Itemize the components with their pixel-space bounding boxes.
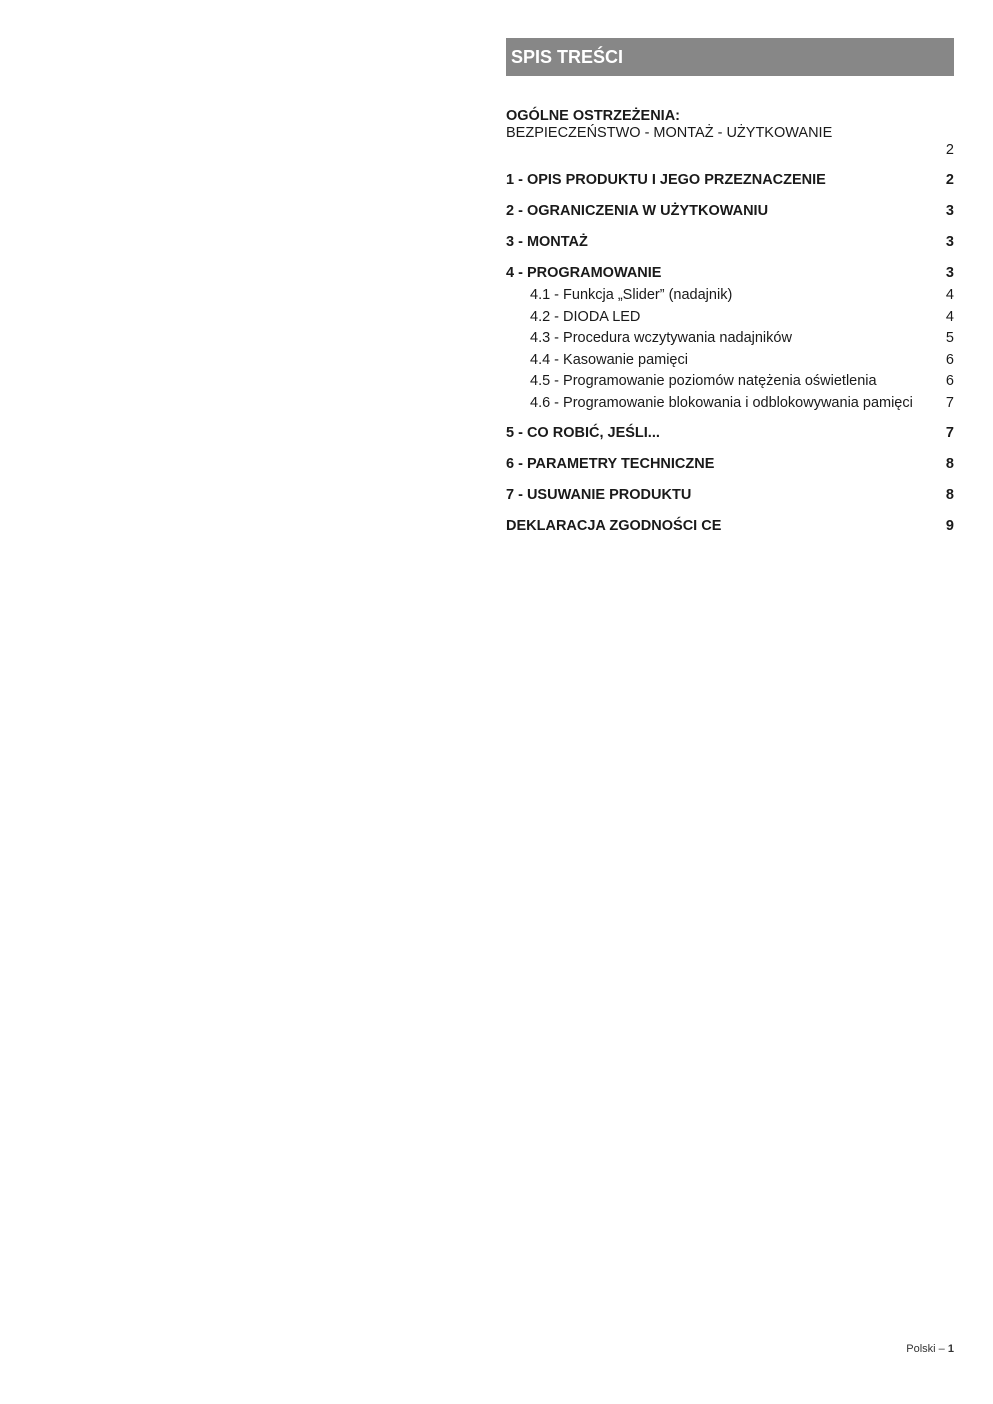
toc-entry-label: 7 - USUWANIE PRODUKTU [506,487,692,503]
toc-subentry-4-2[interactable] [506,307,954,329]
toc-title: SPIS TREŚCI [511,47,624,67]
toc-subentry-page-number: 6 [945,351,954,368]
toc-subentry-4-3[interactable] [506,328,954,350]
toc-entry-label: 6 - PARAMETRY TECHNICZNE [506,456,715,472]
footer-language: Polski – [906,1343,945,1355]
toc-entry-label: 5 - CO ROBIĆ, JEŚLI... [506,425,660,441]
toc-entry-page-number: 2 [945,172,954,188]
toc-entry-2[interactable] [506,202,954,221]
footer-page-number: 1 [947,1343,954,1355]
toc-entry-3[interactable] [506,233,954,252]
toc-entry-4[interactable] [506,264,954,283]
toc-subentry-4-5[interactable] [506,371,954,393]
table-of-contents [506,108,954,548]
toc-entry-page-number: 3 [945,265,954,281]
toc-subentry-page-number: 6 [945,373,954,389]
toc-entry-label: DEKLARACJA ZGODNOŚCI CE [506,518,722,534]
toc-entry-5[interactable] [506,424,954,443]
toc-subentry-4-4[interactable] [506,350,954,372]
toc-subentry-page-number: 5 [945,330,954,346]
toc-entry-label: 4 - PROGRAMOWANIE [506,265,662,281]
toc-entry-page-number: 3 [945,234,954,250]
toc-entry-page-number: 7 [945,425,954,441]
toc-entry-6[interactable] [506,455,954,474]
toc-entry-page-number: 3 [945,203,954,219]
toc-subentry-label: 4.2 - DIODA LED [530,308,641,325]
toc-header-bar [506,38,954,76]
toc-subentry-label: 4.1 - Funkcja „Slider” (nadajnik) [530,287,733,303]
toc-entry-ce-declaration[interactable] [506,517,954,536]
toc-entry-label: 3 - MONTAŻ [506,234,588,250]
toc-entry-page-number: 8 [945,456,954,472]
toc-entry-label: 1 - OPIS PRODUKTU I JEGO PRZEZNACZENIE [506,172,826,188]
page-footer [906,1343,954,1355]
toc-subentry-page-number: 4 [945,308,954,325]
toc-entry-page-number: 8 [945,487,954,503]
toc-subentry-4-1[interactable] [506,285,954,307]
toc-subentry-4-6[interactable] [506,393,954,415]
toc-entry-general-warnings[interactable] [506,108,954,159]
toc-subentry-label: 4.3 - Procedura wczytywania nadajników [530,330,792,346]
toc-subentry-label: 4.6 - Programowanie blokowania i odblokowywania pamięci [530,394,913,411]
toc-entry-page-number: 9 [945,518,954,534]
toc-subentry-page-number: 7 [945,394,954,411]
toc-subentry-page-number: 4 [945,287,954,303]
toc-entry-1[interactable] [506,171,954,190]
toc-subentry-label: 4.4 - Kasowanie pamięci [530,351,688,368]
toc-subentry-label: 4.5 - Programowanie poziomów natężenia oświetlenia [530,373,877,389]
toc-entry-page-number: 2 [945,142,954,158]
toc-entry-7[interactable] [506,486,954,505]
toc-entry-label: 2 - OGRANICZENIA W UŻYTKOWANIU [506,203,769,219]
toc-entry-warnings-title: OGÓLNE OSTRZEŻENIA: [506,108,680,124]
toc-entry-warnings-subtitle: BEZPIECZEŃSTWO - MONTAŻ - UŻYTKOWANIE [506,125,833,141]
